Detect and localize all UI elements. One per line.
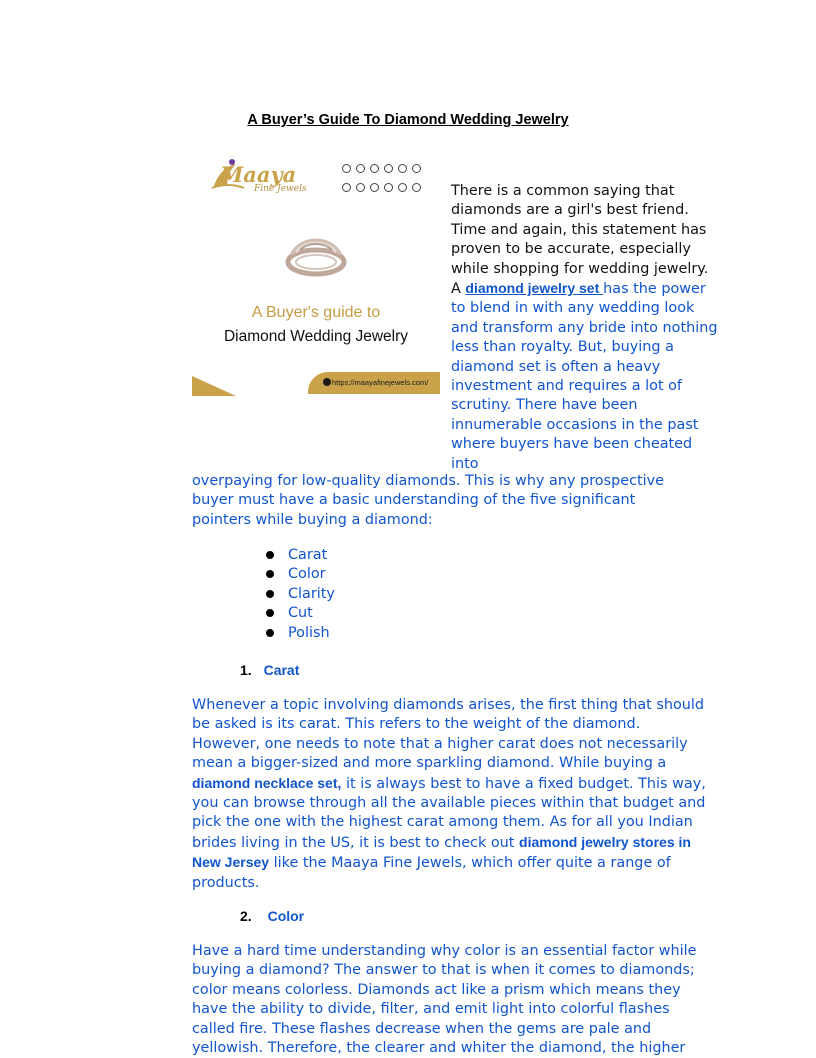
intro-line: less than royalty. But, buying a	[451, 339, 674, 356]
gold-triangle-decoration	[192, 376, 238, 396]
carat-paragraph	[192, 696, 752, 893]
list-item: Color	[262, 565, 335, 584]
intro-line: proven to be accurate, especially	[451, 241, 691, 258]
carat-line: products.	[192, 874, 260, 891]
intro-link-suffix: has the power	[603, 281, 706, 298]
intro-line: investment and requires a lot of	[451, 378, 683, 395]
intro-line: innumerable occasions in the past	[451, 416, 699, 433]
globe-icon	[323, 378, 331, 386]
diamond-ring-icon	[284, 232, 348, 278]
diamond-jewelry-set-link[interactable]: diamond jewelry set	[465, 280, 604, 297]
section-number: 1.	[240, 662, 252, 678]
stores-new-jersey-text: diamond jewelry stores in	[519, 833, 691, 850]
color-line: called fire. These flashes decrease when the gems are pale and	[192, 1020, 652, 1037]
logo-wordmark: Maaya	[220, 162, 297, 187]
section-title: Color	[267, 908, 305, 924]
carat-line: Whenever a topic involving diamonds arises, the first thing that should	[192, 697, 705, 713]
carat-line: you can browse through all the available pieces within that budget and	[192, 795, 706, 812]
intro-line: scrutiny. There have been	[451, 397, 638, 414]
list-item: Cut	[262, 604, 335, 623]
hero-image	[192, 152, 440, 396]
section-title: Carat	[263, 662, 300, 678]
color-line: Have a hard time understanding why color is an essential factor while	[192, 943, 697, 959]
section-heading-color	[240, 908, 304, 924]
intro-line: and transform any bride into nothing	[451, 319, 718, 336]
intro-line: Time and again, this statement has	[451, 221, 707, 238]
carat-line: mean a bigger-sized and more sparkling diamond. While buying a	[192, 755, 667, 772]
section-number: 2.	[240, 908, 252, 924]
color-paragraph	[192, 942, 752, 1058]
color-line: have the ability to divide, filter, and emit light into colorful flashes	[192, 1001, 670, 1018]
intro-line: There is a common saying that	[451, 183, 675, 199]
intro-line: diamonds are a girl's best friend.	[451, 202, 689, 219]
color-line: yellowish. Therefore, the clearer and whiter the diamond, the higher	[192, 1040, 686, 1057]
logo-tagline: Fine Jewels	[254, 184, 307, 194]
intro-line: buyer must have a basic understanding of the five significant	[192, 492, 636, 509]
section-heading-carat	[240, 662, 299, 678]
intro-line: into	[451, 455, 479, 472]
intro-full-text	[192, 472, 732, 530]
hero-url: https://maayafinejewels.com/	[332, 378, 429, 387]
pointers-list	[262, 546, 335, 643]
intro-side-text	[451, 182, 731, 474]
intro-line: where buyers have been cheated	[451, 436, 693, 453]
carat-line-rest: it is always best to have a fixed budget. This way,	[341, 775, 706, 792]
carat-line-pre: brides living in the US, it is best to check out	[192, 834, 520, 851]
intro-link-line	[451, 279, 731, 299]
carat-line: However, one needs to note that a higher carat does not necessarily	[192, 735, 688, 752]
new-jersey-text: New Jersey	[192, 854, 270, 871]
carat-line	[192, 833, 752, 853]
list-item: Polish	[262, 624, 335, 643]
page-title: A Buyer’s Guide To Diamond Wedding Jewelry	[247, 112, 569, 128]
intro-line: diamond set is often a heavy	[451, 358, 661, 375]
list-item: Clarity	[262, 585, 335, 604]
color-line: buying a diamond? The answer to that is when it comes to diamonds;	[192, 962, 695, 979]
carat-line	[192, 774, 752, 794]
intro-line: pointers while buying a diamond:	[192, 511, 433, 528]
carat-line-rest: like the Maaya Fine Jewels, which offer quite a range of	[269, 855, 671, 872]
diamond-necklace-set-text: diamond necklace set,	[192, 774, 342, 791]
intro-link-prefix: A	[451, 281, 466, 298]
intro-line: while shopping for wedding jewelry.	[451, 260, 709, 277]
list-item: Carat	[262, 546, 335, 565]
color-line: color means colorless. Diamonds act like a prism which means they	[192, 981, 681, 998]
intro-line: to blend in with any wedding look	[451, 300, 695, 317]
hero-headline-2: Diamond Wedding Jewelry	[223, 328, 409, 345]
hero-headline-1: A Buyer's guide to	[251, 304, 381, 321]
intro-line: overpaying for low-quality diamonds. This is why any prospective	[192, 473, 665, 489]
carat-line	[192, 853, 752, 873]
carat-line: pick the one with the highest carat among them. As for all you Indian	[192, 814, 693, 831]
carat-line: be asked is its carat. This refers to the weight of the diamond.	[192, 716, 641, 733]
decorative-circles	[342, 162, 432, 200]
